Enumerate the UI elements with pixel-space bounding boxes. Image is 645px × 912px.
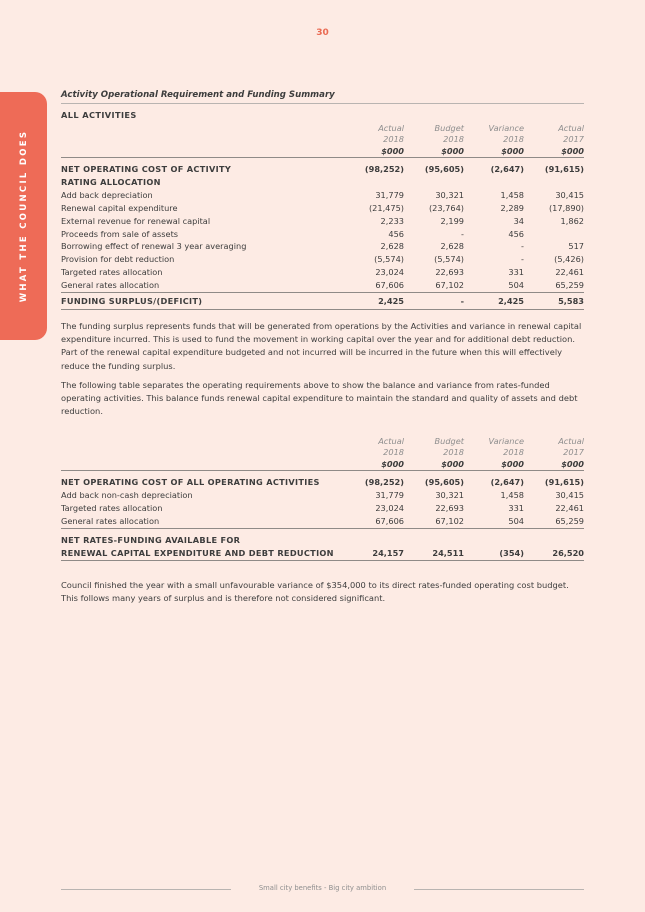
net-rates-funding-row-line1 bbox=[61, 534, 584, 547]
cell-value: 22,461 bbox=[555, 267, 584, 278]
row-label: Targeted rates allocation bbox=[61, 503, 163, 514]
cell-value: 67,102 bbox=[404, 279, 464, 292]
cell-value: 30,321 bbox=[435, 189, 464, 200]
cell-value: 31,779 bbox=[375, 490, 404, 501]
net-operating-cost-all-row bbox=[61, 476, 584, 489]
cell-value: 504 bbox=[464, 279, 524, 292]
funding-surplus-paragraph: The funding surplus represents funds that will be generated from operations by the Activities and variance in renewal capital expenditure incurred. This is used to fund the movement in working capital over the year and for additional debt reduction. Part of the renewal capital expenditure budgeted and not incurred will be incurred in the future when this will effectively reduce the funding surplus. bbox=[61, 321, 582, 371]
cell-value: (91,615) bbox=[544, 164, 584, 174]
cell-value: (95,605) bbox=[424, 164, 464, 174]
cell-value: 26,520 bbox=[524, 547, 584, 560]
table-row bbox=[61, 215, 584, 228]
row-label: NET RATES-FUNDING AVAILABLE FOR bbox=[61, 535, 241, 546]
footer-tagline: Small city benefits - Big city ambition bbox=[258, 884, 387, 892]
table-row bbox=[61, 228, 584, 241]
table-row bbox=[61, 279, 584, 292]
cell-value: 2,425 bbox=[344, 293, 404, 310]
cell-value: 2,628 bbox=[380, 241, 404, 252]
cell-value: 30,321 bbox=[435, 490, 464, 501]
cell-value: 24,511 bbox=[404, 547, 464, 560]
cell-value: (91,615) bbox=[544, 477, 584, 488]
col-year: 2018 bbox=[383, 134, 404, 144]
cell-value: (17,890) bbox=[548, 202, 584, 213]
col-year: 2018 bbox=[503, 134, 524, 144]
col-unit: $000 bbox=[344, 458, 404, 471]
col-header: Variance bbox=[488, 123, 524, 133]
row-label: General rates allocation bbox=[61, 515, 344, 528]
cell-value: 34 bbox=[513, 215, 524, 226]
col-unit: $000 bbox=[344, 145, 404, 158]
cell-value: 22,693 bbox=[435, 503, 464, 514]
cell-value: (21,475) bbox=[368, 202, 404, 213]
col-year: 2017 bbox=[563, 134, 584, 144]
cell-value: - bbox=[404, 293, 464, 310]
col-header: Budget bbox=[434, 123, 464, 133]
cell-value: (5,426) bbox=[554, 254, 584, 265]
col-year: 2017 bbox=[563, 447, 584, 458]
col-unit: $000 bbox=[464, 458, 524, 471]
cell-value: 30,415 bbox=[555, 189, 584, 200]
col-year: 2018 bbox=[443, 447, 464, 458]
cell-value: 67,606 bbox=[344, 279, 404, 292]
row-label: Renewal capital expenditure bbox=[61, 202, 178, 213]
section-title: Activity Operational Requirement and Funding Summary bbox=[61, 90, 584, 104]
cell-value: 2,425 bbox=[464, 293, 524, 310]
cell-value: (98,252) bbox=[364, 164, 404, 174]
table-row bbox=[61, 266, 584, 279]
table-row bbox=[61, 202, 584, 215]
cell-value: (2,647) bbox=[490, 164, 524, 174]
table-title: ALL ACTIVITIES bbox=[61, 110, 137, 120]
cell-value: 456 bbox=[508, 228, 524, 239]
row-label: Proceeds from sale of assets bbox=[61, 228, 179, 239]
cell-value: 5,583 bbox=[524, 293, 584, 310]
rates-funding-table bbox=[61, 436, 584, 560]
header-row-year bbox=[61, 134, 584, 145]
header-row-unit bbox=[61, 458, 584, 471]
row-label: External revenue for renewal capital bbox=[61, 215, 211, 226]
col-year: 2018 bbox=[443, 134, 464, 144]
cell-value: 1,458 bbox=[500, 490, 524, 501]
cell-value: (95,605) bbox=[424, 477, 464, 488]
cell-value: (2,647) bbox=[490, 477, 524, 488]
table-row bbox=[61, 515, 584, 528]
col-unit: $000 bbox=[464, 145, 524, 158]
header-row-year bbox=[61, 447, 584, 458]
conclusion-paragraph: Council finished the year with a small unfavourable variance of $354,000 to its direct rates-funded operating cost budget. This follows many years of surplus and is therefore not considered significant. bbox=[61, 579, 569, 604]
col-header: Actual bbox=[558, 436, 584, 447]
cell-value: - bbox=[461, 228, 464, 239]
col-header: Actual bbox=[378, 436, 404, 447]
table-row bbox=[61, 253, 584, 266]
cell-value: 23,024 bbox=[375, 267, 404, 278]
side-section-tab-label: WHAT THE COUNCIL DOES bbox=[18, 129, 29, 303]
col-header: Actual bbox=[378, 123, 404, 133]
col-header: Actual bbox=[558, 123, 584, 133]
cell-value: 1,862 bbox=[560, 215, 584, 226]
cell-value: 2,233 bbox=[380, 215, 404, 226]
header-row-label bbox=[61, 123, 584, 134]
cell-value: 2,289 bbox=[500, 202, 524, 213]
row-label: RENEWAL CAPITAL EXPENDITURE AND DEBT REDUCTION bbox=[61, 547, 344, 560]
row-label: NET OPERATING COST OF ALL OPERATING ACTIVITIES bbox=[61, 477, 320, 488]
table-row bbox=[61, 489, 584, 502]
cell-value: 22,461 bbox=[555, 503, 584, 514]
cell-value: 31,779 bbox=[375, 189, 404, 200]
page-number: 30 bbox=[316, 28, 329, 38]
net-operating-cost-row bbox=[61, 163, 584, 176]
col-unit: $000 bbox=[404, 145, 464, 158]
col-unit: $000 bbox=[404, 458, 464, 471]
table-row bbox=[61, 240, 584, 253]
cell-value: 517 bbox=[568, 241, 584, 252]
cell-value: - bbox=[521, 241, 524, 252]
cell-value bbox=[524, 228, 584, 241]
col-header: Variance bbox=[488, 436, 524, 447]
cell-value: 30,415 bbox=[555, 490, 584, 501]
cell-value: (5,574) bbox=[374, 254, 404, 265]
header-row-label bbox=[61, 436, 584, 447]
cell-value: (354) bbox=[464, 547, 524, 560]
row-label: FUNDING SURPLUS/(DEFICIT) bbox=[61, 293, 344, 310]
net-rates-funding-row bbox=[61, 547, 584, 560]
row-label: General rates allocation bbox=[61, 279, 344, 292]
table-row bbox=[61, 189, 584, 202]
col-unit: $000 bbox=[524, 145, 584, 158]
header-row-unit bbox=[61, 145, 584, 158]
all-activities-table bbox=[61, 123, 584, 310]
funding-surplus-row bbox=[61, 293, 584, 310]
cell-value: 1,458 bbox=[500, 189, 524, 200]
cell-value: 331 bbox=[508, 267, 524, 278]
cell-value: 331 bbox=[508, 503, 524, 514]
cell-value: 504 bbox=[464, 515, 524, 528]
row-label: Add back non-cash depreciation bbox=[61, 490, 193, 501]
cell-value: 24,157 bbox=[344, 547, 404, 560]
cell-value: 22,693 bbox=[435, 267, 464, 278]
cell-value: 2,628 bbox=[440, 241, 464, 252]
cell-value: 65,259 bbox=[524, 279, 584, 292]
cell-value: (23,764) bbox=[428, 202, 464, 213]
cell-value: 23,024 bbox=[375, 503, 404, 514]
row-label: NET OPERATING COST OF ACTIVITY bbox=[61, 164, 232, 174]
cell-value: 65,259 bbox=[524, 515, 584, 528]
cell-value: 67,606 bbox=[344, 515, 404, 528]
col-year: 2018 bbox=[503, 447, 524, 458]
row-label: Add back depreciation bbox=[61, 189, 153, 200]
side-section-tab bbox=[0, 92, 47, 340]
cell-value: (5,574) bbox=[434, 254, 464, 265]
col-year: 2018 bbox=[383, 447, 404, 458]
table-intro-paragraph: The following table separates the operating requirements above to show the balance and variance from rates-funded operating activities. This balance funds renewal capital expenditure to maintain the standard and quality of assets and debt reduction. bbox=[61, 379, 578, 417]
cell-value: 2,199 bbox=[440, 215, 464, 226]
row-label: Borrowing effect of renewal 3 year averaging bbox=[61, 241, 247, 252]
cell-value: 67,102 bbox=[404, 515, 464, 528]
cell-value: (98,252) bbox=[364, 477, 404, 488]
main-content bbox=[61, 90, 584, 605]
cell-value: - bbox=[521, 254, 524, 265]
row-label: RATING ALLOCATION bbox=[61, 176, 161, 187]
table-row bbox=[61, 502, 584, 515]
rating-allocation-heading-row bbox=[61, 176, 584, 189]
col-unit: $000 bbox=[524, 458, 584, 471]
row-label: Provision for debt reduction bbox=[61, 254, 175, 265]
row-label: Targeted rates allocation bbox=[61, 267, 163, 278]
col-header: Budget bbox=[434, 436, 464, 447]
cell-value: 456 bbox=[388, 228, 404, 239]
